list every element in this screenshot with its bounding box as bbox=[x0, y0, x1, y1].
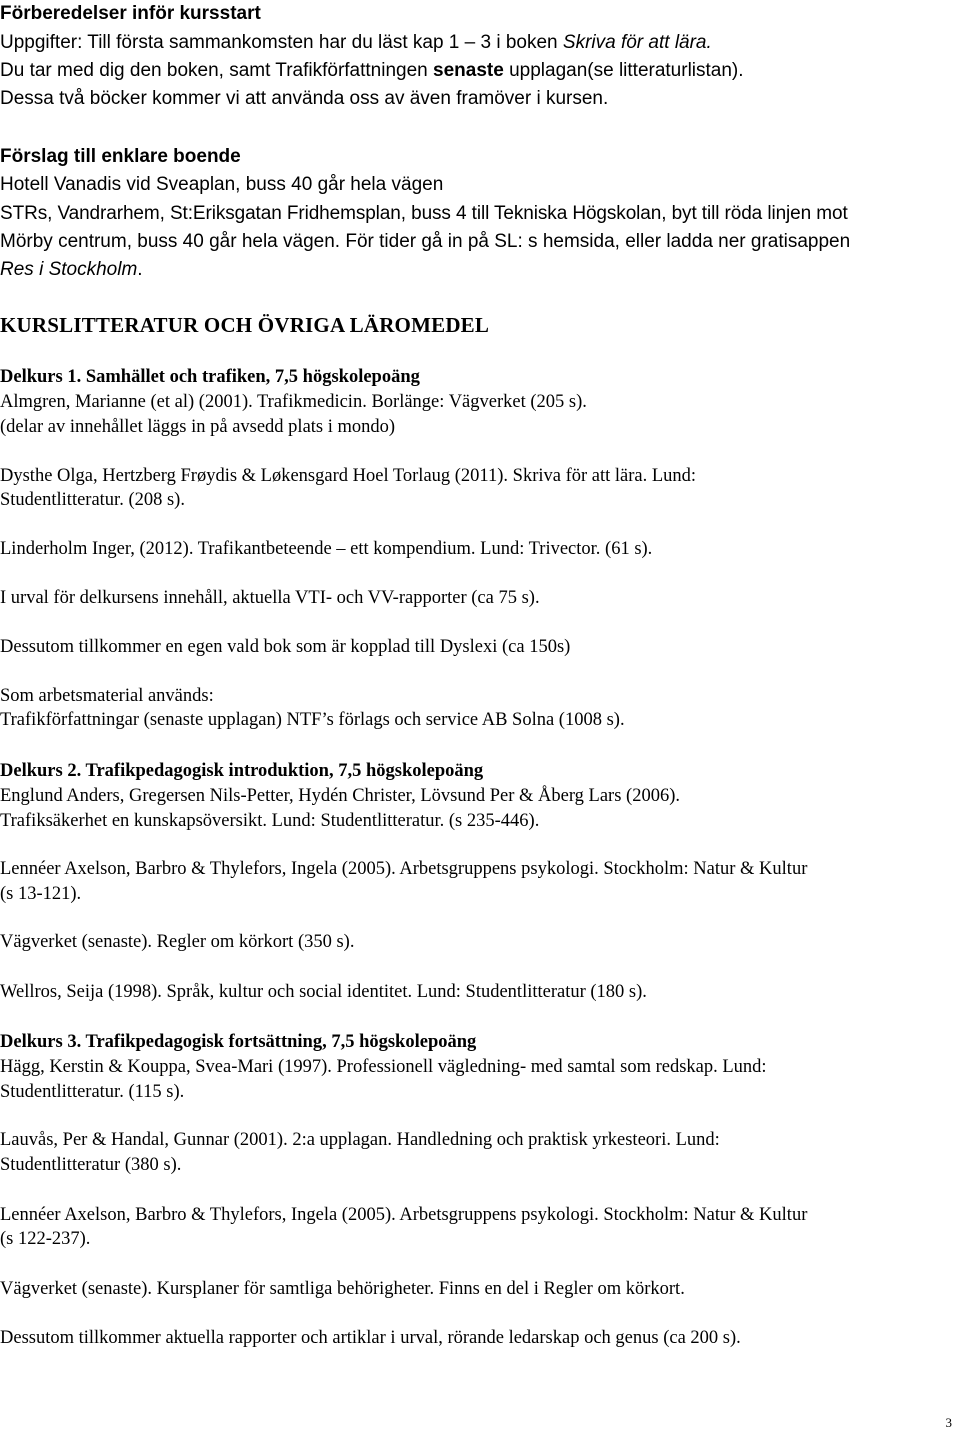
ref-d3-3a: Lennéer Axelson, Barbro & Thylefors, Ingela (2005). Arbetsgruppens psykologi. Stockholm: Natur & Kultur bbox=[0, 1205, 808, 1225]
ref-d1-1a: Almgren, Marianne (et al) (2001). Trafikmedicin. Borlänge: Vägverket (205 s). bbox=[0, 392, 587, 412]
lodging-line-3: Mörby centrum, buss 40 går hela vägen. För tider gå in på SL: s hemsida, eller ladda ner gratisappen bbox=[0, 231, 851, 252]
ref-d2-1b: Trafiksäkerhet en kunskapsöversikt. Lund: Studentlitteratur. (s 235-446). bbox=[0, 811, 540, 831]
lodging-line-2: STRs, Vandrarhem, St:Eriksgatan Fridhemsplan, buss 4 till Tekniska Högskolan, byt till röda linjen mot bbox=[0, 203, 848, 224]
literature-heading: KURSLITTERATUR OCH ÖVRIGA LÄROMEDEL bbox=[0, 313, 490, 337]
prep-line-1-text: Uppgifter: Till första sammankomsten har du läst kap 1 – 3 i boken bbox=[0, 32, 563, 53]
prep-line-3: Dessa två böcker kommer vi att använda oss av även framöver i kursen. bbox=[0, 88, 609, 109]
ref-d1-1b: (delar av innehållet läggs in på avsedd plats i mondo) bbox=[0, 417, 396, 437]
delkurs-1-title: Delkurs 1. Samhället och trafiken, 7,5 högskolepoäng bbox=[0, 367, 420, 387]
ref-d1-3: Linderholm Inger, (2012). Trafikantbeteende – ett kompendium. Lund: Trivector. (61 s). bbox=[0, 539, 653, 559]
prep-line-2-bold: senaste bbox=[433, 60, 504, 81]
ref-d1-2b: Studentlitteratur. (208 s). bbox=[0, 490, 185, 510]
ref-d2-2b: (s 13-121). bbox=[0, 884, 82, 904]
delkurs-3-title: Delkurs 3. Trafikpedagogisk fortsättning, 7,5 högskolepoäng bbox=[0, 1032, 477, 1052]
ref-d1-2a: Dysthe Olga, Hertzberg Frøydis & Løkensgard Hoel Torlaug (2011). Skriva för att lära. Lund: bbox=[0, 466, 697, 486]
ref-d1-4: I urval för delkursens innehåll, aktuella VTI- och VV-rapporter (ca 75 s). bbox=[0, 588, 540, 608]
ref-d3-4: Vägverket (senaste). Kursplaner för samtliga behörigheter. Finns en del i Regler om körkort. bbox=[0, 1279, 685, 1299]
ref-d1-5: Dessutom tillkommer en egen vald bok som är kopplad till Dyslexi (ca 150s) bbox=[0, 637, 571, 657]
lodging-heading: Förslag till enklare boende bbox=[0, 146, 241, 167]
ref-d2-2a: Lennéer Axelson, Barbro & Thylefors, Ingela (2005). Arbetsgruppens psykologi. Stockholm: Natur & Kultur bbox=[0, 859, 808, 879]
prep-heading: Förberedelser inför kursstart bbox=[0, 3, 261, 24]
ref-d3-5: Dessutom tillkommer aktuella rapporter och artiklar i urval, rörande ledarskap och genus (ca 200 s). bbox=[0, 1328, 741, 1348]
prep-line-2-start: Du tar med dig den boken, samt Trafikförfattningen bbox=[0, 60, 434, 81]
ref-d3-1a: Hägg, Kerstin & Kouppa, Svea-Mari (1997). Professionell vägledning- med samtal som redskap. Lund: bbox=[0, 1057, 767, 1077]
app-name: Res i Stockholm bbox=[0, 259, 138, 280]
ref-d3-2b: Studentlitteratur (380 s). bbox=[0, 1155, 182, 1175]
ref-d1-6a: Som arbetsmaterial används: bbox=[0, 686, 214, 706]
lodging-line-1: Hotell Vanadis vid Sveaplan, buss 40 går hela vägen bbox=[0, 174, 444, 195]
ref-d2-4: Wellros, Seija (1998). Språk, kultur och social identitet. Lund: Studentlitteratur (180 s). bbox=[0, 982, 647, 1002]
ref-d2-3: Vägverket (senaste). Regler om körkort (350 s). bbox=[0, 932, 355, 952]
ref-d3-1b: Studentlitteratur. (115 s). bbox=[0, 1082, 185, 1102]
lodging-line-4-end: . bbox=[137, 259, 143, 280]
delkurs-2-title: Delkurs 2. Trafikpedagogisk introduktion, 7,5 högskolepoäng bbox=[0, 761, 484, 781]
prep-line-2-end: upplagan(se litteraturlistan). bbox=[503, 60, 744, 81]
lodging-line-4 bbox=[0, 260, 143, 279]
prep-line-1 bbox=[0, 33, 712, 52]
prep-line-2 bbox=[0, 61, 744, 80]
ref-d3-2a: Lauvås, Per & Handal, Gunnar (2001). 2:a upplagan. Handledning och praktisk yrkesteori. Lund: bbox=[0, 1130, 720, 1150]
ref-d1-6b: Trafikförfattningar (senaste upplagan) NTF’s förlags och service AB Solna (1008 s). bbox=[0, 710, 625, 730]
book-title-skriva: Skriva för att lära. bbox=[562, 32, 712, 53]
ref-d3-3b: (s 122-237). bbox=[0, 1229, 91, 1249]
page-number: 3 bbox=[945, 1415, 952, 1430]
ref-d2-1a: Englund Anders, Gregersen Nils-Petter, Hydén Christer, Lövsund Per & Åberg Lars (2006). bbox=[0, 786, 680, 806]
